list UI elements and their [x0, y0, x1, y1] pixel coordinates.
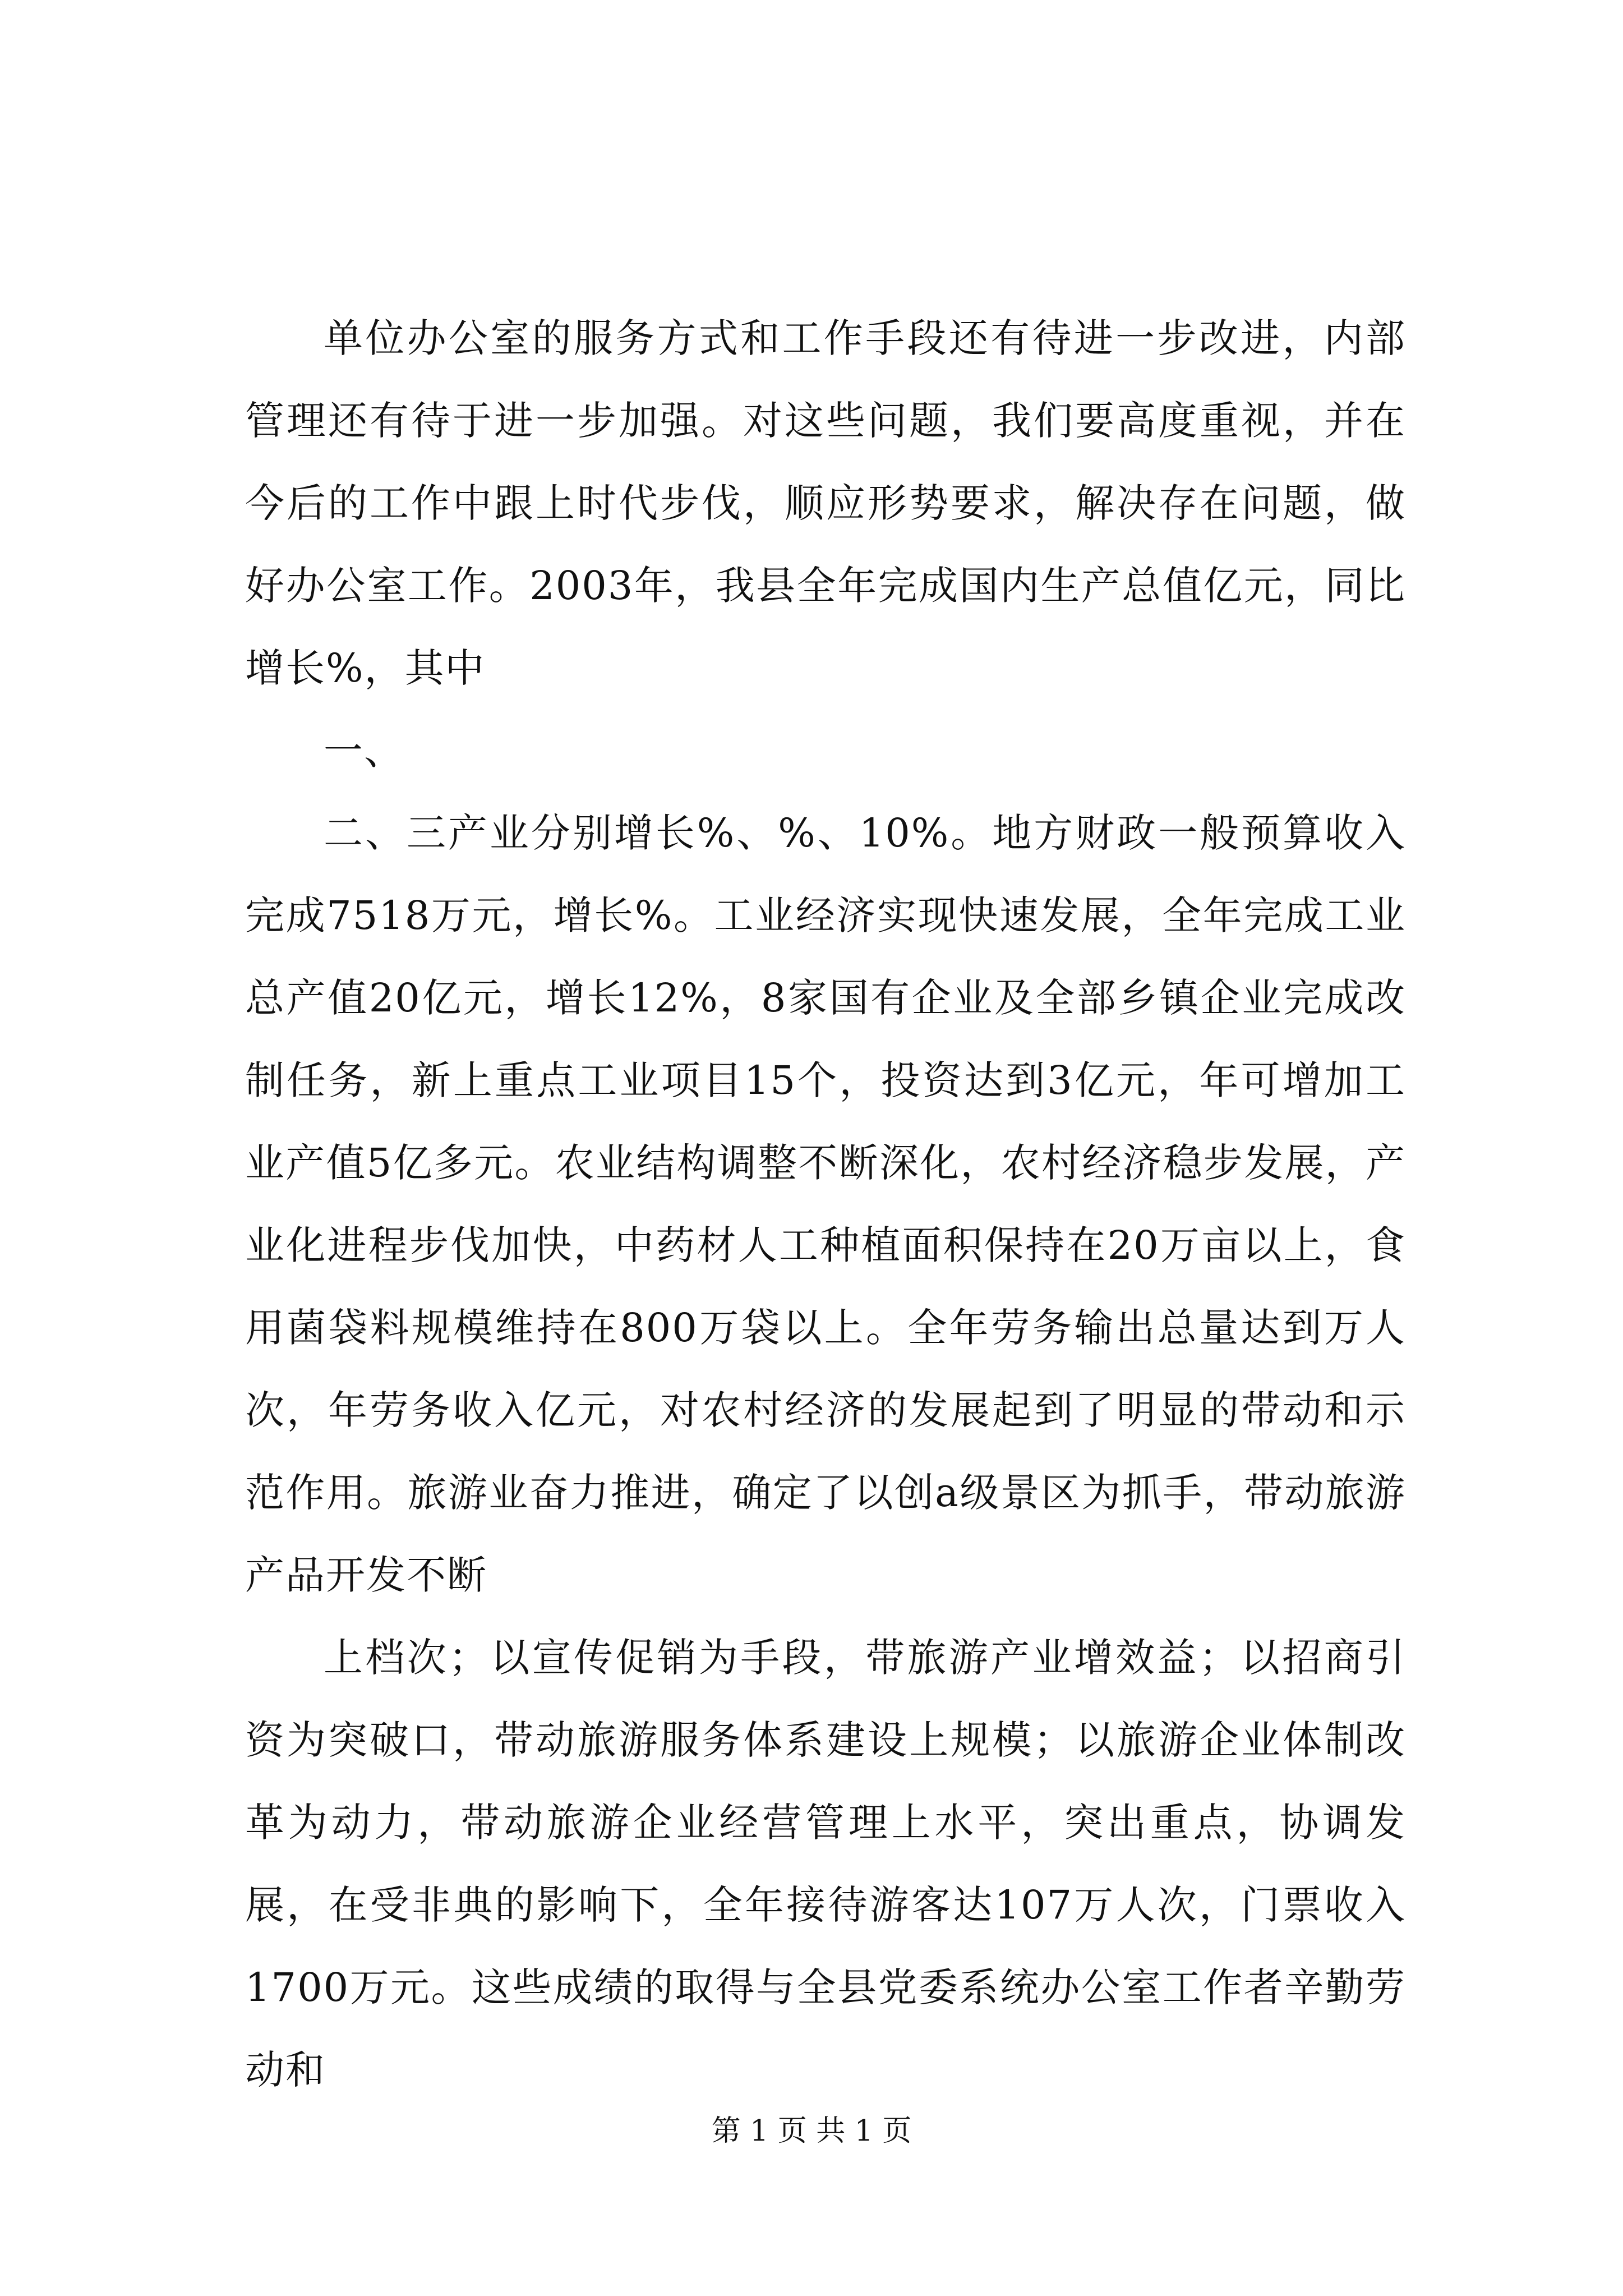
paragraph-4: 上档次；以宣传促销为手段，带旅游产业增效益；以招商引资为突破口，带动旅游服务体系建设上规模；以旅游企业体制改革为动力，带动旅游企业经营管理上水平，突出重点，协调发展，在受非典的影响下，全年接待游客达107万人次，门票收入1700万元。这些成绩的取得与全县党委系统办公室工作者辛勤劳动和: [245, 1635, 1406, 2093]
page-footer: [0, 2111, 1623, 2151]
paragraph-2: 一、: [324, 728, 404, 774]
document-body: [245, 297, 1406, 2111]
paragraph-1: 单位办公室的服务方式和工作手段还有待进一步改进，内部管理还有待于进一步加强。对这些问题，我们要高度重视，并在今后的工作中跟上时代步伐，顺应形势要求，解决存在问题，做好办公室工作。2003年，我县全年完成国内生产总值亿元，同比增长%，其中: [245, 315, 1406, 691]
page-number-label: 第 1 页 共 1 页: [711, 2114, 912, 2148]
paragraph-3: 二、三产业分别增长%、%、10%。地方财政一般预算收入完成7518万元，增长%。工业经济实现快速发展，全年完成工业总产值20亿元，增长12%，8家国有企业及全部乡镇企业完成改制任务，新上重点工业项目15个，投资达到3亿元，年可增加工业产值5亿多元。农业结构调整不断深化，农村经济稳步发展，产业化进程步伐加快，中药材人工种植面积保持在20万亩以上，食用菌袋料规模维持在800万袋以上。全年劳务输出总量达到万人次，年劳务收入亿元，对农村经济的发展起到了明显的带动和示范作用。旅游业奋力推进，确定了以创a级景区为抓手，带动旅游产品开发不断: [245, 810, 1406, 1598]
